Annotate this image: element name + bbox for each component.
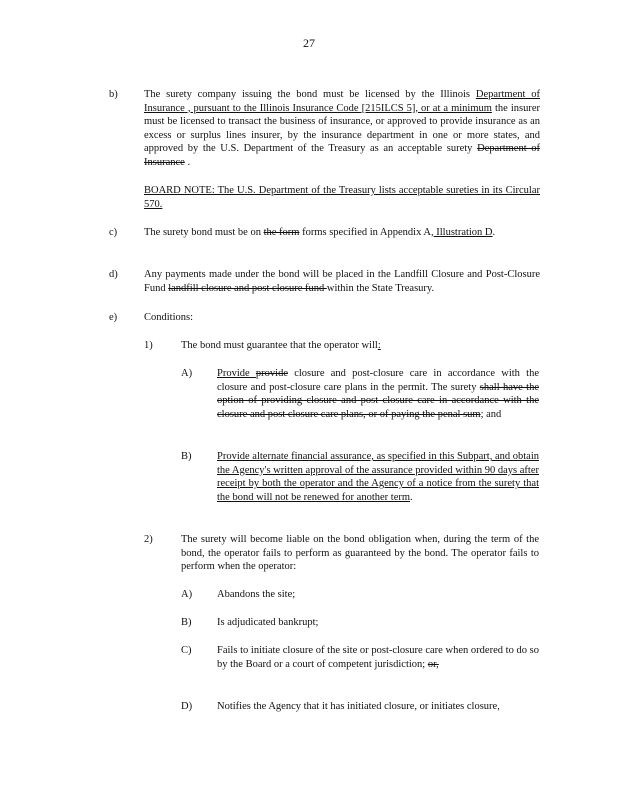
condition-2a-text: Abandons the site;	[217, 589, 296, 600]
condition-2d-text: Notifies the Agency that it has initiated closure, or initiates closure,	[217, 701, 500, 712]
condition-1-body: The bond must guarantee that the operator will	[181, 340, 378, 351]
item-b-text-1: The surety company issuing the bond must be licensed by the Illinois	[144, 89, 476, 100]
board-note: BOARD NOTE: The U.S. Department of the Treasury lists acceptable sureties in its Circular 570.	[144, 185, 540, 210]
condition-1-inserted: :	[377, 340, 381, 351]
condition-1-label: 1)	[144, 340, 153, 351]
condition-1a-inserted: Provide	[217, 368, 256, 379]
condition-1b-paragraph	[217, 450, 539, 504]
item-d-paragraph	[144, 268, 540, 295]
condition-1a-deleted-word: provide	[255, 368, 288, 379]
item-b-label: b)	[109, 89, 118, 100]
condition-2b-label: B)	[181, 617, 192, 628]
condition-2d-label: D)	[181, 701, 193, 712]
condition-1a-paragraph	[217, 367, 539, 421]
item-b-paragraph	[144, 88, 540, 170]
conditions-heading: Conditions:	[144, 312, 194, 323]
condition-1-text	[181, 339, 539, 353]
condition-1a-tail: ; and	[480, 408, 502, 420]
condition-1b-label: B)	[181, 451, 192, 462]
item-b-text-3: .	[184, 156, 191, 168]
item-c-text-3: .	[492, 227, 496, 238]
item-b-deleted: Department of Insurance	[144, 143, 540, 168]
page-number: 27	[303, 36, 315, 50]
condition-2c-label: C)	[181, 645, 192, 656]
condition-2c-text: Fails to initiate closure of the site or post-closure care when ordered to do so by the Board or a court of competent jurisdiction;	[217, 645, 539, 670]
item-c-inserted: Illustration D	[433, 227, 493, 238]
item-c-label: c)	[109, 227, 118, 238]
item-d-text-1: Any payments made under the bond will be placed in the Landfill Closure and Post-Closure Fund	[144, 269, 540, 294]
condition-2b-text: Is adjudicated bankrupt;	[217, 617, 319, 628]
condition-1a-deleted: shall have the option of providing closure and post closure care in accordance with the closure and post closure care plans, or of paying the penal sum	[217, 381, 539, 420]
condition-2c-paragraph	[217, 644, 539, 671]
condition-2-label: 2)	[144, 534, 153, 545]
item-d-label: d)	[109, 269, 118, 280]
condition-2c-deleted: or,	[427, 658, 439, 670]
item-c-deleted: the form	[263, 227, 300, 238]
item-c-text-1: The surety bond must be on	[144, 227, 264, 238]
item-b-text-2: the insurer must be licensed to transact the business of insurance, or approved to provide insurance as an excess or surplus lines insurer, by the insurance department in one or more states, and approved by the U.S. Department of the Treasury as an acceptable surety	[144, 102, 540, 155]
condition-2a-label: A)	[181, 589, 193, 600]
item-d-text-2: within the State Treasury.	[326, 282, 435, 294]
condition-1a-text: closure and post-closure care in accordance with the closure and post-closure care plans in the permit. The surety	[217, 368, 539, 393]
condition-1b-tail: .	[410, 491, 413, 503]
item-d-deleted: landfill closure and post closure fund	[168, 282, 327, 294]
condition-2-text: The surety will become liable on the bond obligation when, during the term of the bond, the operator fails to perform as guaranteed by the bond. The operator fails to perform when the operator:	[181, 534, 539, 573]
condition-1b-inserted: Provide alternate financial assurance, as specified in this Subpart, and obtain the Agency's written approval of the assurance provided within 90 days after receipt by both the operator and the Agency of a notice from the surety that the bond will not be renewed for another term	[217, 451, 539, 503]
item-b-inserted-1: Department of Insurance	[144, 89, 540, 114]
item-b-inserted-2: , pursuant to the Illinois Insurance Code [215ILCS 5], or at a minimum	[184, 102, 492, 114]
item-c-paragraph	[144, 226, 540, 240]
item-c-text-2: forms specified in Appendix A,	[299, 227, 434, 238]
item-e-label: e)	[109, 312, 118, 323]
condition-1a-label: A)	[181, 368, 193, 379]
